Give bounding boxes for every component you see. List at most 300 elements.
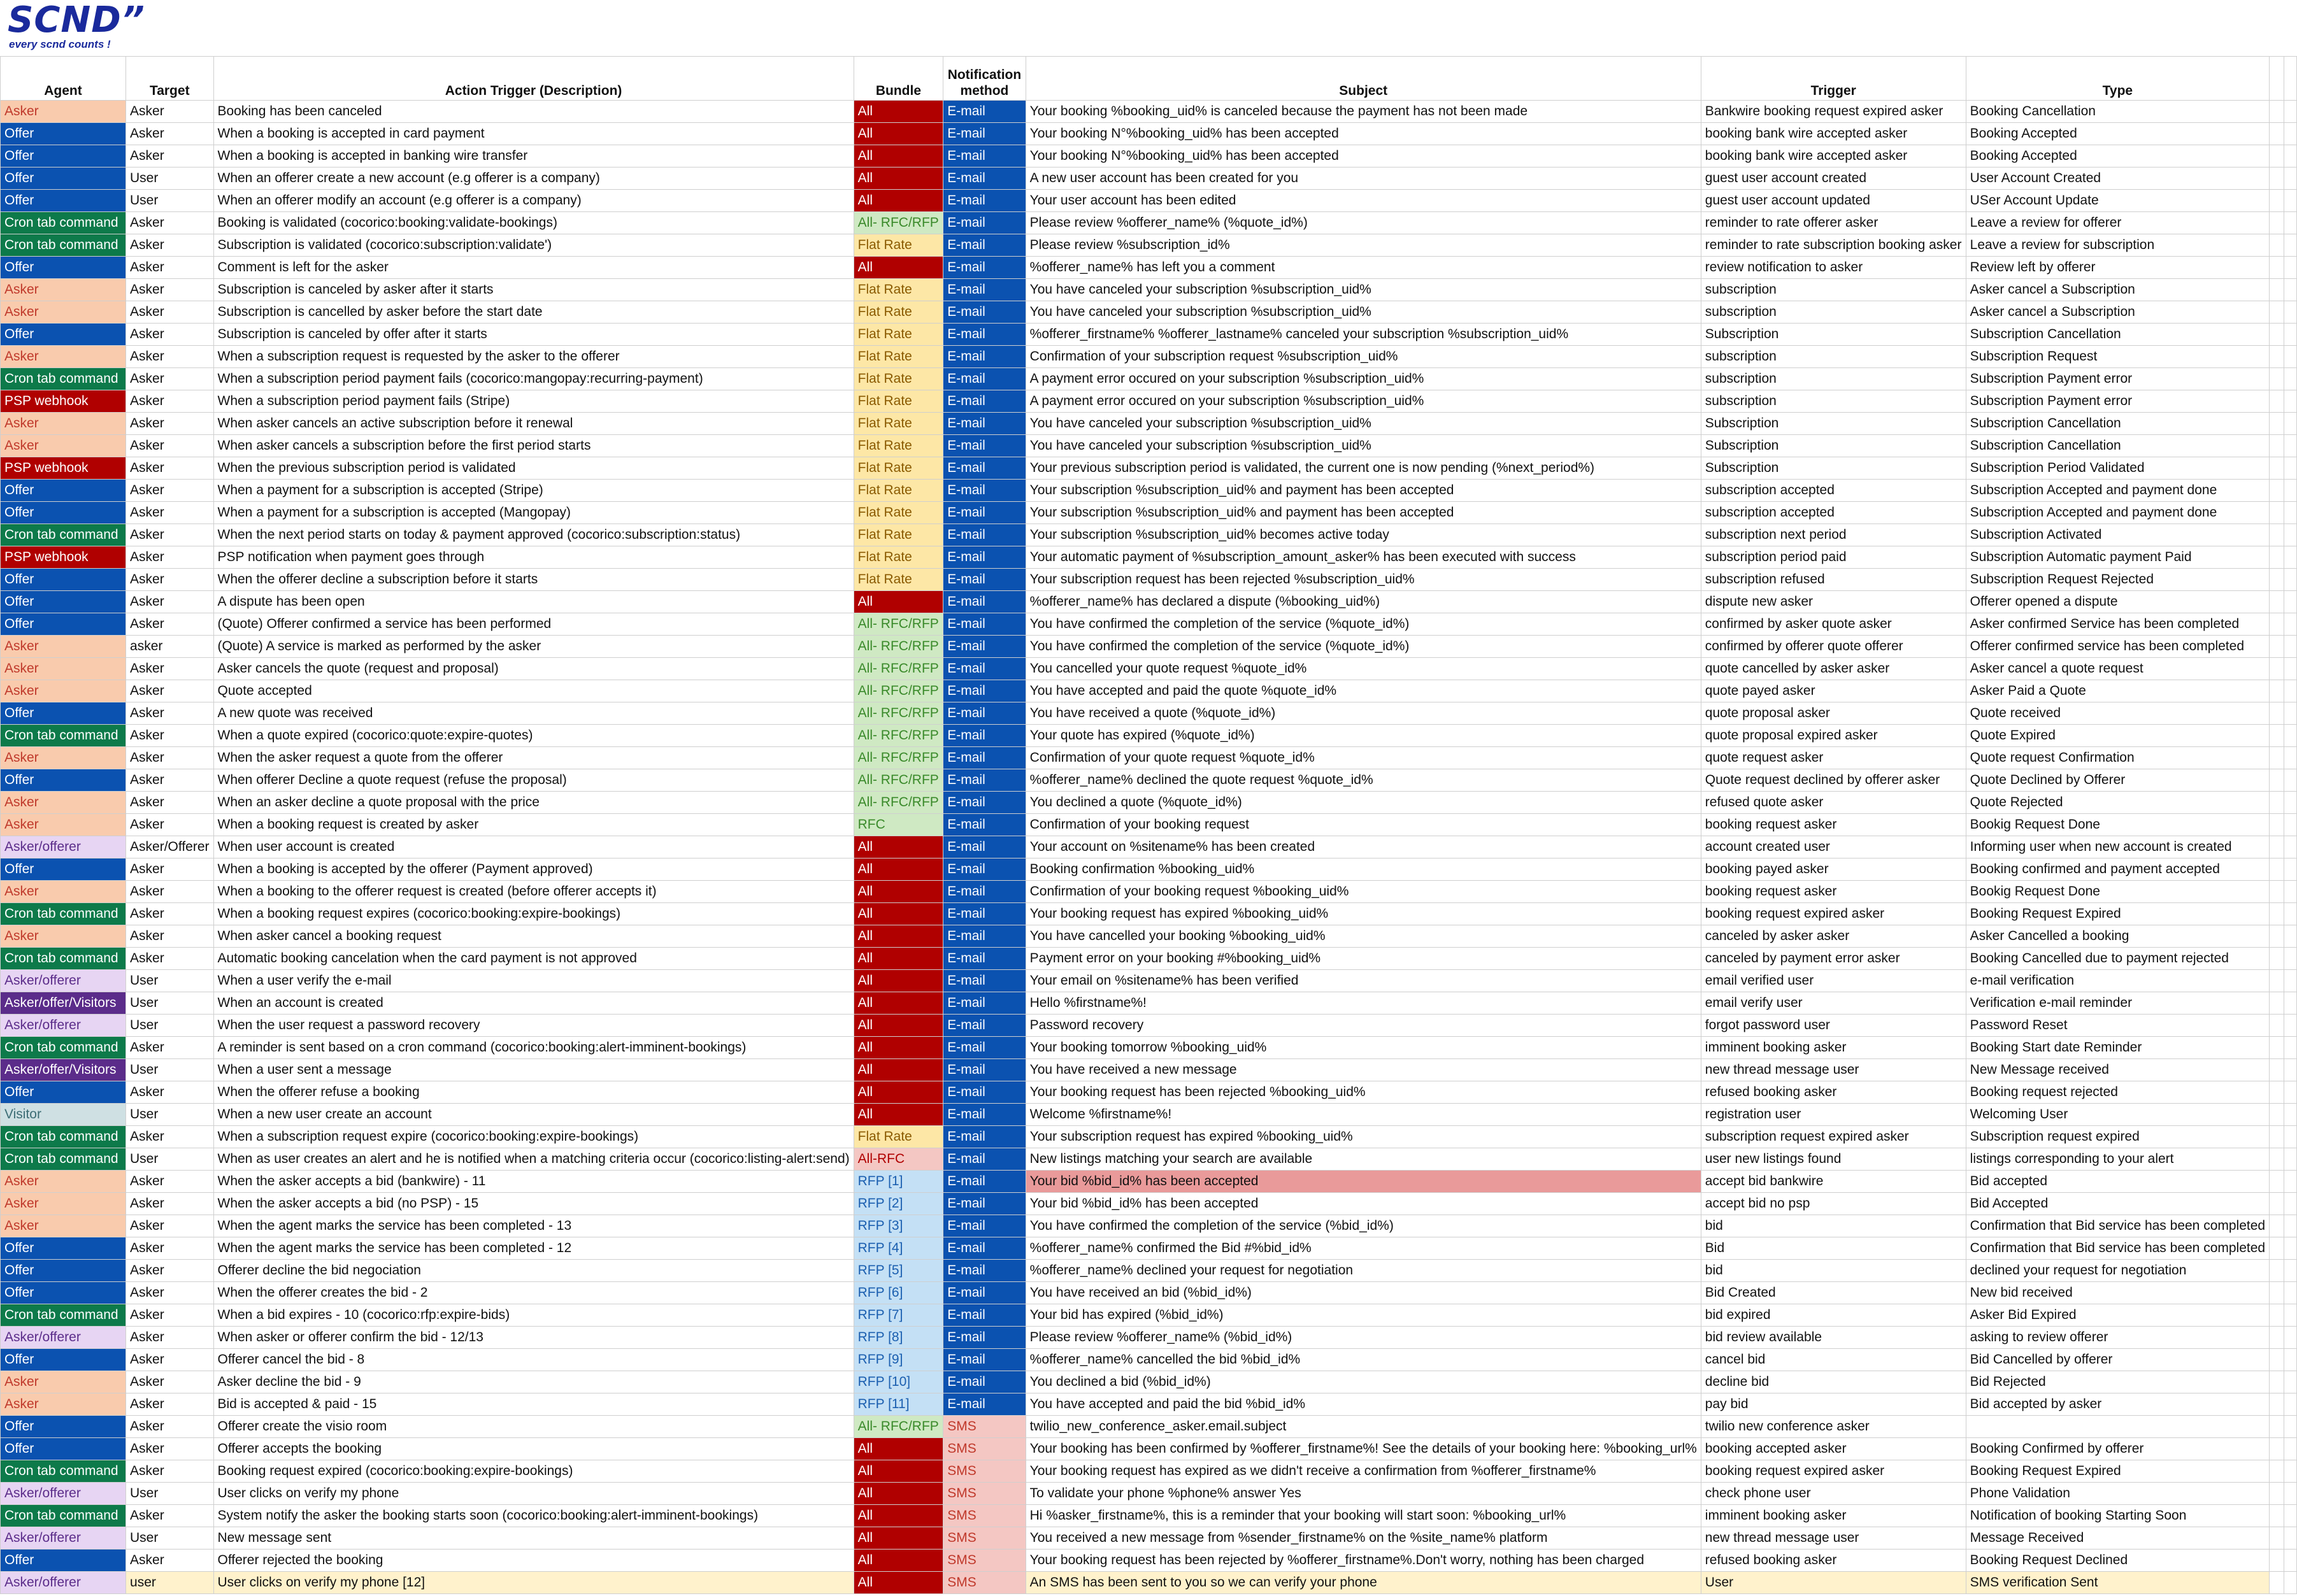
action-trigger-cell[interactable]: A dispute has been open [213,591,854,613]
action-trigger-cell[interactable]: When a new user create an account [213,1104,854,1126]
empty-cell[interactable] [2270,1550,2284,1572]
agent-cell[interactable]: Offer [1,859,126,881]
empty-cell[interactable] [2284,1104,2296,1126]
empty-cell[interactable] [2270,324,2284,346]
target-cell[interactable]: Asker [126,524,213,546]
agent-cell[interactable]: Asker/offer/Visitors [1,1059,126,1081]
empty-cell[interactable] [2284,1304,2296,1327]
target-cell[interactable]: Asker [126,502,213,524]
empty-cell[interactable] [2270,279,2284,301]
target-cell[interactable]: Asker [126,925,213,948]
notification-method-cell[interactable]: E-mail [943,546,1026,569]
bundle-cell[interactable]: All [854,881,943,903]
trigger-cell[interactable]: imminent booking asker [1701,1037,1966,1059]
type-cell[interactable]: Password Reset [1966,1015,2269,1037]
subject-cell[interactable]: Your bid %bid_id% has been accepted [1026,1171,1701,1193]
trigger-cell[interactable]: reminder to rate offerer asker [1701,212,1966,234]
target-cell[interactable]: Asker [126,390,213,413]
action-trigger-cell[interactable]: Offerer accepts the booking [213,1438,854,1460]
target-cell[interactable]: User [126,970,213,992]
trigger-cell[interactable]: booking bank wire accepted asker [1701,145,1966,167]
empty-cell[interactable] [2270,123,2284,145]
agent-cell[interactable]: Asker/offerer [1,970,126,992]
target-cell[interactable]: User [126,167,213,190]
notification-method-cell[interactable]: E-mail [943,167,1026,190]
agent-cell[interactable]: Cron tab command [1,1505,126,1527]
action-trigger-cell[interactable]: Booking request expired (cocorico:booking:expire-bookings) [213,1460,854,1483]
trigger-cell[interactable]: imminent booking asker [1701,1505,1966,1527]
subject-cell[interactable]: To validate your phone %phone% answer Yes [1026,1483,1701,1505]
type-cell[interactable]: Booking Start date Reminder [1966,1037,2269,1059]
empty-cell[interactable] [2270,1126,2284,1148]
target-cell[interactable]: Asker [126,680,213,702]
empty-cell[interactable] [2284,390,2296,413]
agent-cell[interactable]: Asker/offerer [1,1015,126,1037]
bundle-cell[interactable]: All [854,948,943,970]
bundle-cell[interactable]: All [854,123,943,145]
trigger-cell[interactable]: accept bid bankwire [1701,1171,1966,1193]
action-trigger-cell[interactable]: Subscription is canceled by offer after it starts [213,324,854,346]
agent-cell[interactable]: Offer [1,324,126,346]
type-cell[interactable]: Asker cancel a quote request [1966,658,2269,680]
type-cell[interactable]: Asker confirmed Service has been completed [1966,613,2269,636]
empty-cell[interactable] [2270,1260,2284,1282]
notification-method-cell[interactable]: E-mail [943,1237,1026,1260]
bundle-cell[interactable]: All- RFC/RFP [854,792,943,814]
subject-cell[interactable]: Your booking has been confirmed by %offerer_firstname%! See the details of your booking here: %booking_url% [1026,1438,1701,1460]
bundle-cell[interactable]: Flat Rate [854,457,943,480]
empty-cell[interactable] [2270,747,2284,769]
empty-cell[interactable] [2270,346,2284,368]
empty-cell[interactable] [2284,167,2296,190]
header-type[interactable]: Type [1966,57,2269,101]
action-trigger-cell[interactable]: A reminder is sent based on a cron command (cocorico:booking:alert-imminent-bookings) [213,1037,854,1059]
notification-method-cell[interactable]: E-mail [943,591,1026,613]
empty-cell[interactable] [2284,1282,2296,1304]
type-cell[interactable]: User Account Created [1966,167,2269,190]
empty-cell[interactable] [2270,435,2284,457]
agent-cell[interactable]: Offer [1,145,126,167]
bundle-cell[interactable]: RFP [10] [854,1371,943,1393]
empty-cell[interactable] [2270,546,2284,569]
action-trigger-cell[interactable]: When a payment for a subscription is accepted (Stripe) [213,480,854,502]
subject-cell[interactable]: twilio_new_conference_asker.email.subject [1026,1416,1701,1438]
type-cell[interactable]: Booking Cancellation [1966,101,2269,123]
agent-cell[interactable]: Offer [1,613,126,636]
trigger-cell[interactable]: refused quote asker [1701,792,1966,814]
subject-cell[interactable]: Your booking tomorrow %booking_uid% [1026,1037,1701,1059]
subject-cell[interactable]: You have received a new message [1026,1059,1701,1081]
trigger-cell[interactable]: refused booking asker [1701,1081,1966,1104]
empty-cell[interactable] [2284,1349,2296,1371]
empty-cell[interactable] [2284,836,2296,859]
agent-cell[interactable]: Cron tab command [1,1460,126,1483]
empty-cell[interactable] [2284,346,2296,368]
agent-cell[interactable]: Offer [1,1349,126,1371]
notification-method-cell[interactable]: E-mail [943,190,1026,212]
trigger-cell[interactable]: dispute new asker [1701,591,1966,613]
empty-cell[interactable] [2284,279,2296,301]
agent-cell[interactable]: Asker [1,747,126,769]
header-trigger[interactable]: Trigger [1701,57,1966,101]
notification-method-cell[interactable]: E-mail [943,524,1026,546]
subject-cell[interactable]: Your user account has been edited [1026,190,1701,212]
type-cell[interactable]: Booking Request Declined [1966,1550,2269,1572]
agent-cell[interactable]: Cron tab command [1,1037,126,1059]
bundle-cell[interactable]: All [854,1505,943,1527]
bundle-cell[interactable]: RFP [6] [854,1282,943,1304]
notification-method-cell[interactable]: E-mail [943,725,1026,747]
action-trigger-cell[interactable]: When the asker accepts a bid (no PSP) - 15 [213,1193,854,1215]
trigger-cell[interactable]: guest user account created [1701,167,1966,190]
agent-cell[interactable]: Asker [1,101,126,123]
target-cell[interactable]: User [126,1527,213,1550]
target-cell[interactable]: Asker [126,948,213,970]
trigger-cell[interactable]: guest user account updated [1701,190,1966,212]
subject-cell[interactable]: You have canceled your subscription %subscription_uid% [1026,279,1701,301]
notification-method-cell[interactable]: E-mail [943,680,1026,702]
agent-cell[interactable]: Asker [1,413,126,435]
empty-cell[interactable] [2284,747,2296,769]
empty-cell[interactable] [2284,1015,2296,1037]
target-cell[interactable]: Asker [126,591,213,613]
notification-method-cell[interactable]: E-mail [943,1282,1026,1304]
type-cell[interactable]: New Message received [1966,1059,2269,1081]
empty-cell[interactable] [2284,1438,2296,1460]
type-cell[interactable]: Quote received [1966,702,2269,725]
agent-cell[interactable]: Asker/offerer [1,1483,126,1505]
agent-cell[interactable]: Offer [1,1081,126,1104]
empty-cell[interactable] [2284,591,2296,613]
bundle-cell[interactable]: RFP [11] [854,1393,943,1416]
target-cell[interactable]: Asker [126,346,213,368]
agent-cell[interactable]: Cron tab command [1,368,126,390]
subject-cell[interactable]: Your booking %booking_uid% is canceled because the payment has not been made [1026,101,1701,123]
notification-method-cell[interactable]: E-mail [943,234,1026,257]
notification-method-cell[interactable]: E-mail [943,613,1026,636]
action-trigger-cell[interactable]: When a booking request expires (cocorico:booking:expire-bookings) [213,903,854,925]
agent-cell[interactable]: Offer [1,257,126,279]
empty-cell[interactable] [2284,680,2296,702]
action-trigger-cell[interactable]: When a booking is accepted in card payment [213,123,854,145]
trigger-cell[interactable]: forgot password user [1701,1015,1966,1037]
type-cell[interactable]: Asker cancel a Subscription [1966,279,2269,301]
trigger-cell[interactable]: registration user [1701,1104,1966,1126]
empty-cell[interactable] [2270,1527,2284,1550]
notification-method-cell[interactable]: E-mail [943,346,1026,368]
type-cell[interactable]: SMS verification Sent [1966,1572,2269,1594]
type-cell[interactable]: Bid Cancelled by offerer [1966,1349,2269,1371]
action-trigger-cell[interactable]: When an offerer modify an account (e.g offerer is a company) [213,190,854,212]
target-cell[interactable]: Asker [126,413,213,435]
type-cell[interactable]: Subscription Request Rejected [1966,569,2269,591]
notification-method-cell[interactable]: E-mail [943,1015,1026,1037]
empty-cell[interactable] [2270,1416,2284,1438]
bundle-cell[interactable]: RFP [2] [854,1193,943,1215]
header-subject[interactable]: Subject [1026,57,1701,101]
type-cell[interactable]: asking to review offerer [1966,1327,2269,1349]
trigger-cell[interactable]: Bid [1701,1237,1966,1260]
bundle-cell[interactable]: All [854,257,943,279]
notification-method-cell[interactable]: E-mail [943,1059,1026,1081]
bundle-cell[interactable]: All [854,1438,943,1460]
action-trigger-cell[interactable]: Bid is accepted & paid - 15 [213,1393,854,1416]
type-cell[interactable]: Confirmation that Bid service has been completed [1966,1215,2269,1237]
agent-cell[interactable]: Asker [1,1393,126,1416]
bundle-cell[interactable]: All [854,925,943,948]
target-cell[interactable]: User [126,992,213,1015]
target-cell[interactable]: asker [126,636,213,658]
target-cell[interactable]: Asker [126,1260,213,1282]
subject-cell[interactable]: Welcome %firstname%! [1026,1104,1701,1126]
empty-cell[interactable] [2270,814,2284,836]
trigger-cell[interactable]: subscription accepted [1701,502,1966,524]
action-trigger-cell[interactable]: Automatic booking cancelation when the card payment is not approved [213,948,854,970]
trigger-cell[interactable]: booking request expired asker [1701,1460,1966,1483]
empty-cell[interactable] [2284,1572,2296,1594]
empty-cell[interactable] [2284,1527,2296,1550]
notification-method-cell[interactable]: SMS [943,1438,1026,1460]
bundle-cell[interactable]: RFP [3] [854,1215,943,1237]
notification-method-cell[interactable]: E-mail [943,368,1026,390]
subject-cell[interactable]: You cancelled your quote request %quote_id% [1026,658,1701,680]
subject-cell[interactable]: Your account on %sitename% has been created [1026,836,1701,859]
empty-cell[interactable] [2270,1393,2284,1416]
empty-cell[interactable] [2284,145,2296,167]
empty-cell[interactable] [2270,1282,2284,1304]
notification-method-cell[interactable]: E-mail [943,636,1026,658]
notification-method-cell[interactable]: SMS [943,1572,1026,1594]
empty-cell[interactable] [2270,1483,2284,1505]
target-cell[interactable]: Asker [126,1304,213,1327]
subject-cell[interactable]: Your bid %bid_id% has been accepted [1026,1193,1701,1215]
empty-cell[interactable] [2284,1260,2296,1282]
trigger-cell[interactable]: bid [1701,1215,1966,1237]
header-target[interactable]: Target [126,57,213,101]
target-cell[interactable]: Asker [126,613,213,636]
bundle-cell[interactable]: All- RFC/RFP [854,702,943,725]
trigger-cell[interactable]: confirmed by offerer quote offerer [1701,636,1966,658]
bundle-cell[interactable]: Flat Rate [854,435,943,457]
agent-cell[interactable]: Asker/offerer [1,1327,126,1349]
agent-cell[interactable]: Offer [1,123,126,145]
type-cell[interactable]: Subscription Accepted and payment done [1966,480,2269,502]
type-cell[interactable]: Quote Expired [1966,725,2269,747]
empty-cell[interactable] [2270,992,2284,1015]
empty-cell[interactable] [2284,1059,2296,1081]
trigger-cell[interactable]: subscription next period [1701,524,1966,546]
target-cell[interactable]: Asker [126,725,213,747]
bundle-cell[interactable]: All [854,190,943,212]
empty-cell[interactable] [2284,1550,2296,1572]
subject-cell[interactable]: Confirmation of your quote request %quote_id% [1026,747,1701,769]
subject-cell[interactable]: You have confirmed the completion of the service (%quote_id%) [1026,613,1701,636]
empty-cell[interactable] [2270,1037,2284,1059]
target-cell[interactable]: Asker [126,1505,213,1527]
target-cell[interactable]: Asker [126,1037,213,1059]
bundle-cell[interactable]: All [854,1059,943,1081]
trigger-cell[interactable]: Subscription [1701,324,1966,346]
type-cell[interactable]: Subscription Cancellation [1966,435,2269,457]
notification-method-cell[interactable]: E-mail [943,903,1026,925]
target-cell[interactable]: Asker [126,1349,213,1371]
empty-cell[interactable] [2284,212,2296,234]
agent-cell[interactable]: Asker [1,1371,126,1393]
subject-cell[interactable]: You have canceled your subscription %subscription_uid% [1026,435,1701,457]
trigger-cell[interactable]: booking payed asker [1701,859,1966,881]
trigger-cell[interactable]: quote proposal expired asker [1701,725,1966,747]
empty-cell[interactable] [2284,1081,2296,1104]
target-cell[interactable]: User [126,1015,213,1037]
empty-cell[interactable] [2270,1237,2284,1260]
agent-cell[interactable]: Asker [1,814,126,836]
empty-cell[interactable] [2284,457,2296,480]
empty-cell[interactable] [2270,1438,2284,1460]
empty-cell[interactable] [2270,636,2284,658]
action-trigger-cell[interactable]: When the user request a password recovery [213,1015,854,1037]
notification-method-cell[interactable]: E-mail [943,1371,1026,1393]
notification-method-cell[interactable]: E-mail [943,1037,1026,1059]
empty-cell[interactable] [2270,925,2284,948]
header-bundle[interactable]: Bundle [854,57,943,101]
empty-cell[interactable] [2270,591,2284,613]
empty-cell[interactable] [2270,413,2284,435]
empty-cell[interactable] [2270,970,2284,992]
empty-cell[interactable] [2270,702,2284,725]
subject-cell[interactable]: Password recovery [1026,1015,1701,1037]
empty-cell[interactable] [2284,1483,2296,1505]
subject-cell[interactable]: You have canceled your subscription %subscription_uid% [1026,301,1701,324]
action-trigger-cell[interactable]: When the previous subscription period is validated [213,457,854,480]
target-cell[interactable]: Asker [126,301,213,324]
bundle-cell[interactable]: All [854,1037,943,1059]
bundle-cell[interactable]: Flat Rate [854,413,943,435]
empty-cell[interactable] [2284,123,2296,145]
target-cell[interactable]: Asker [126,1416,213,1438]
type-cell[interactable]: Phone Validation [1966,1483,2269,1505]
notification-method-cell[interactable]: E-mail [943,1081,1026,1104]
bundle-cell[interactable]: All [854,1104,943,1126]
target-cell[interactable]: Asker [126,814,213,836]
empty-cell[interactable] [2270,1215,2284,1237]
bundle-cell[interactable]: All [854,836,943,859]
action-trigger-cell[interactable]: When asker cancels a subscription before the first period starts [213,435,854,457]
agent-cell[interactable]: Asker [1,881,126,903]
notification-method-cell[interactable]: E-mail [943,257,1026,279]
agent-cell[interactable]: Offer [1,1237,126,1260]
notification-method-cell[interactable]: E-mail [943,1171,1026,1193]
empty-cell[interactable] [2270,145,2284,167]
notification-method-cell[interactable]: E-mail [943,1304,1026,1327]
agent-cell[interactable]: Cron tab command [1,524,126,546]
agent-cell[interactable]: Asker [1,435,126,457]
empty-cell[interactable] [2270,480,2284,502]
empty-cell[interactable] [2270,1327,2284,1349]
empty-cell[interactable] [2284,502,2296,524]
type-cell[interactable] [1966,1416,2269,1438]
empty-cell[interactable] [2284,925,2296,948]
type-cell[interactable]: Subscription Payment error [1966,390,2269,413]
target-cell[interactable]: Asker [126,123,213,145]
subject-cell[interactable]: Your subscription request has expired %booking_uid% [1026,1126,1701,1148]
target-cell[interactable]: user [126,1572,213,1594]
agent-cell[interactable]: Offer [1,190,126,212]
action-trigger-cell[interactable]: When an account is created [213,992,854,1015]
action-trigger-cell[interactable]: When a booking is accepted by the offerer (Payment approved) [213,859,854,881]
notification-method-cell[interactable]: E-mail [943,1104,1026,1126]
type-cell[interactable]: Subscription Automatic payment Paid [1966,546,2269,569]
trigger-cell[interactable]: Subscription [1701,457,1966,480]
action-trigger-cell[interactable]: Booking is validated (cocorico:booking:validate-bookings) [213,212,854,234]
empty-cell[interactable] [2284,769,2296,792]
action-trigger-cell[interactable]: When a booking is accepted in banking wire transfer [213,145,854,167]
target-cell[interactable]: Asker [126,1081,213,1104]
notification-method-cell[interactable]: E-mail [943,212,1026,234]
empty-cell[interactable] [2270,769,2284,792]
type-cell[interactable]: Subscription request expired [1966,1126,2269,1148]
empty-cell[interactable] [2284,970,2296,992]
action-trigger-cell[interactable]: When an offerer create a new account (e.g offerer is a company) [213,167,854,190]
bundle-cell[interactable]: All [854,101,943,123]
trigger-cell[interactable]: subscription period paid [1701,546,1966,569]
empty-cell[interactable] [2284,1126,2296,1148]
empty-cell[interactable] [2270,948,2284,970]
bundle-cell[interactable]: Flat Rate [854,324,943,346]
empty-cell[interactable] [2270,1572,2284,1594]
target-cell[interactable]: Asker [126,1282,213,1304]
empty-cell[interactable] [2284,613,2296,636]
action-trigger-cell[interactable]: A new quote was received [213,702,854,725]
empty-cell[interactable] [2284,903,2296,925]
agent-cell[interactable]: Asker/offerer [1,836,126,859]
target-cell[interactable]: Asker [126,279,213,301]
bundle-cell[interactable]: All [854,591,943,613]
action-trigger-cell[interactable]: When a payment for a subscription is accepted (Mangopay) [213,502,854,524]
empty-cell[interactable] [2284,1327,2296,1349]
target-cell[interactable]: Asker [126,257,213,279]
trigger-cell[interactable]: confirmed by asker quote asker [1701,613,1966,636]
bundle-cell[interactable]: All [854,903,943,925]
trigger-cell[interactable]: refused booking asker [1701,1550,1966,1572]
header-notification-method[interactable]: Notification method [943,57,1026,101]
action-trigger-cell[interactable]: When asker or offerer confirm the bid - 12/13 [213,1327,854,1349]
empty-cell[interactable] [2270,1304,2284,1327]
agent-cell[interactable]: Asker [1,925,126,948]
type-cell[interactable]: Leave a review for offerer [1966,212,2269,234]
agent-cell[interactable]: Offer [1,769,126,792]
empty-cell[interactable] [2284,1148,2296,1171]
target-cell[interactable]: Asker [126,101,213,123]
bundle-cell[interactable]: Flat Rate [854,234,943,257]
subject-cell[interactable]: Your booking request has expired %booking_uid% [1026,903,1701,925]
target-cell[interactable]: Asker [126,1215,213,1237]
empty-cell[interactable] [2270,613,2284,636]
empty-cell[interactable] [2270,881,2284,903]
empty-cell[interactable] [2284,435,2296,457]
trigger-cell[interactable]: quote cancelled by asker asker [1701,658,1966,680]
target-cell[interactable]: Asker [126,145,213,167]
type-cell[interactable]: Bookig Request Done [1966,881,2269,903]
trigger-cell[interactable]: subscription [1701,390,1966,413]
trigger-cell[interactable]: subscription [1701,346,1966,368]
trigger-cell[interactable]: subscription [1701,368,1966,390]
trigger-cell[interactable]: new thread message user [1701,1527,1966,1550]
type-cell[interactable]: Review left by offerer [1966,257,2269,279]
notification-method-cell[interactable]: E-mail [943,925,1026,948]
empty-cell[interactable] [2270,190,2284,212]
type-cell[interactable]: Informing user when new account is created [1966,836,2269,859]
action-trigger-cell[interactable]: When user account is created [213,836,854,859]
